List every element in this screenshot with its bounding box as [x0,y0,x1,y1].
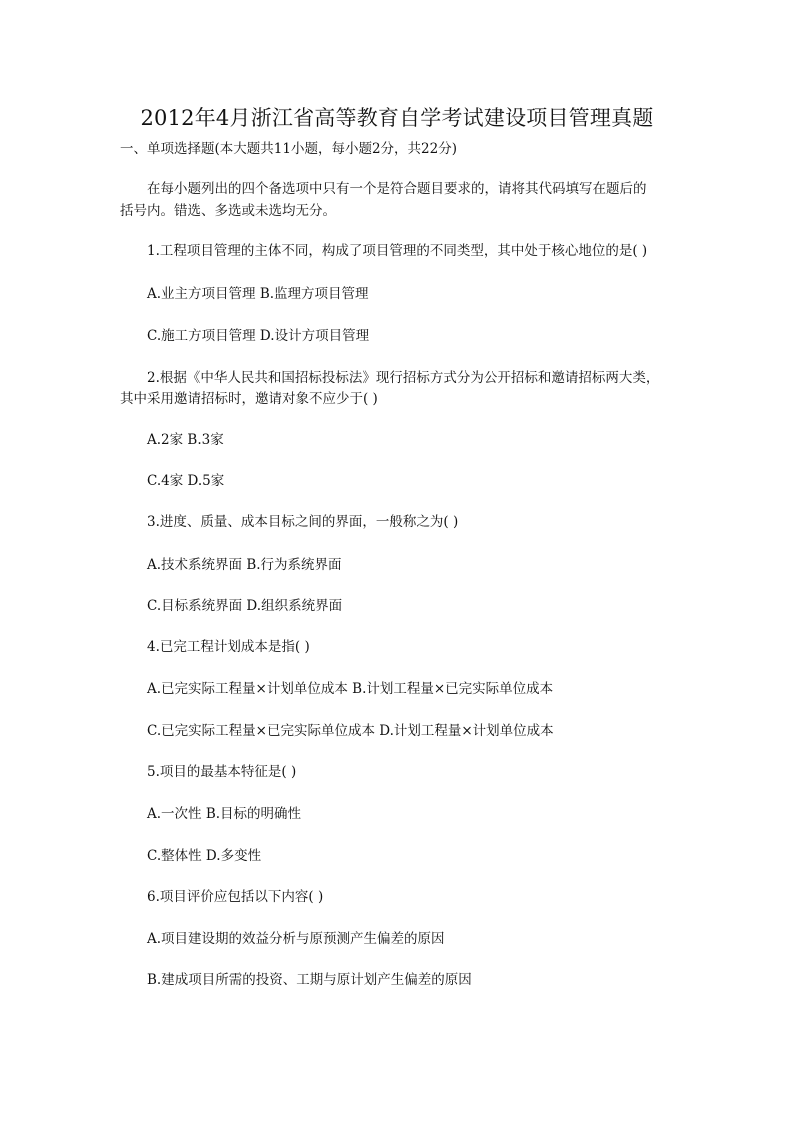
question-2-option-ab: A.2家 B.3家 [147,432,224,448]
instructions [120,178,680,222]
question-3-stem: 3.进度、质量、成本目标之间的界面，一般称之为( ) [147,514,459,530]
question-1-option-ab: A.业主方项目管理 B.监理方项目管理 [147,286,369,302]
question-4-option-cd: C.已完实际工程量×已完实际单位成本 D.计划工程量×计划单位成本 [147,723,554,739]
question-1-stem: 1.工程项目管理的主体不同，构成了项目管理的不同类型，其中处于核心地位的是( ) [147,243,648,259]
question-3-option-cd: C.目标系统界面 D.组织系统界面 [147,598,343,614]
page-title: 2012年4月浙江省高等教育自学考试建设项目管理真题 [140,106,654,130]
question-5-stem: 5.项目的最基本特征是( ) [147,764,297,780]
question-3-option-ab: A.技术系统界面 B.行为系统界面 [147,557,342,573]
instructions-line-1: 在每小题列出的四个备选项中只有一个是符合题目要求的，请将其代码填写在题后的 [147,181,647,197]
section-heading: 一、单项选择题(本大题共11小题，每小题2分，共22分) [120,141,457,157]
question-2-stem-line-2: 其中采用邀请招标时，邀请对象不应少于( ) [120,391,378,407]
question-5-option-ab: A.一次性 B.目标的明确性 [147,806,302,822]
question-6-option-a: A.项目建设期的效益分析与原预测产生偏差的原因 [147,931,445,947]
question-6-option-b: B.建成项目所需的投资、工期与原计划产生偏差的原因 [147,972,472,988]
question-5-option-cd: C.整体性 D.多变性 [147,848,262,864]
question-1-option-cd: C.施工方项目管理 D.设计方项目管理 [147,328,370,344]
question-4-option-ab: A.已完实际工程量×计划单位成本 B.计划工程量×已完实际单位成本 [147,681,554,697]
question-2-option-cd: C.4家 D.5家 [147,473,225,489]
question-4-stem: 4.已完工程计划成本是指( ) [147,639,310,655]
question-6-stem: 6.项目评价应包括以下内容( ) [147,889,324,905]
question-2-stem-line-1: 2.根据《中华人民共和国招标投标法》现行招标方式分为公开招标和邀请招标两大类， [147,370,660,386]
instructions-line-2: 括号内。错选、多选或未选均无分。 [120,203,336,219]
